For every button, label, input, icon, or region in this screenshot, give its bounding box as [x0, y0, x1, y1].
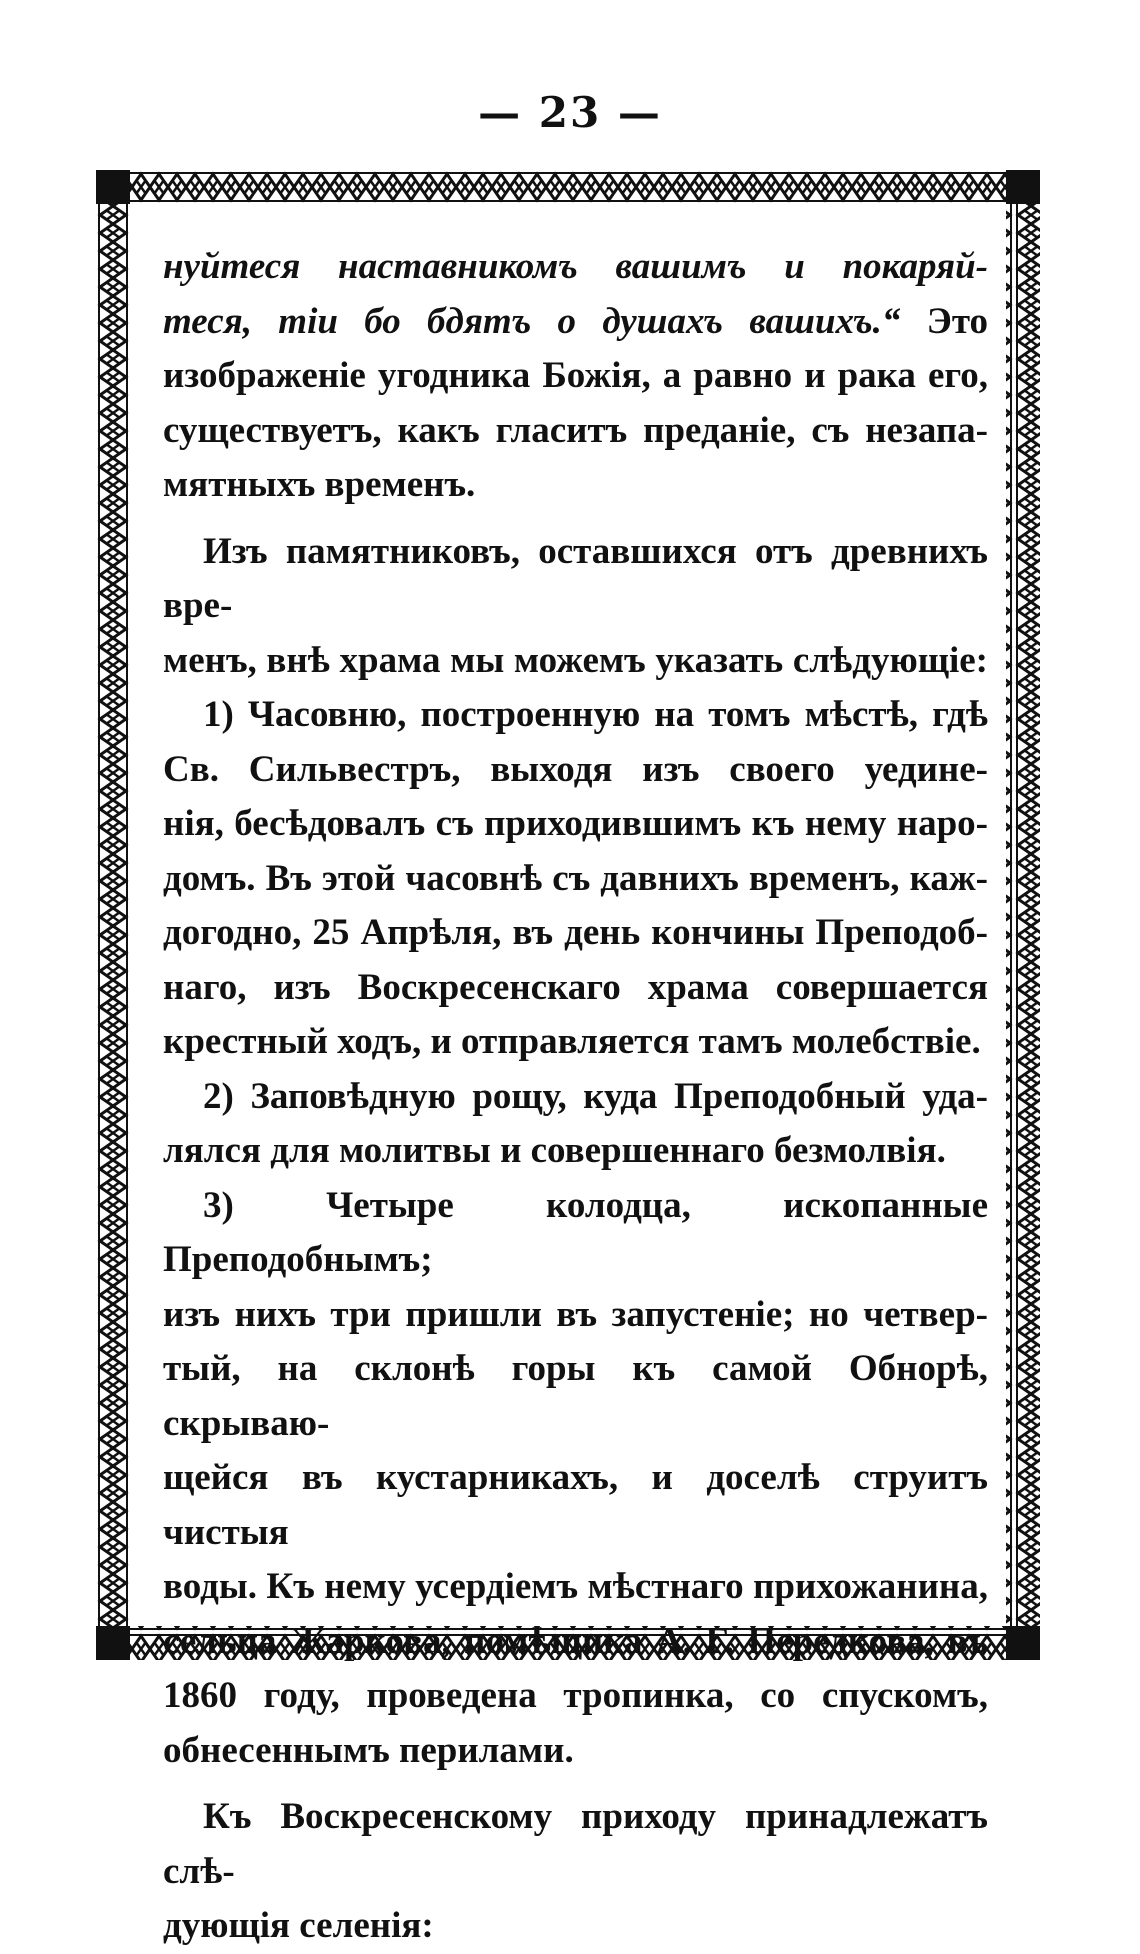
text-line: мятныхъ временъ.: [163, 464, 476, 505]
text-line: сельца Жаркова, помѣщика А. Г. Передкова, въ: [163, 1620, 988, 1662]
body-text: [163, 240, 988, 1954]
text-line: теся, тіи бо бдятъ о душахъ вашихъ.“ Это: [163, 300, 988, 342]
text-line: 1) Часовню, построенную на томъ мѣстѣ, гдѣ: [203, 694, 988, 735]
text-line: 2) Заповѣдную рощу, куда Преподобный уда-: [203, 1075, 988, 1117]
text-line: дующія селенія:: [163, 1905, 434, 1946]
text-line: воды. Къ нему усердіемъ мѣстнаго прихожанина,: [163, 1566, 988, 1607]
text-line: существуетъ, какъ гласитъ преданіе, съ незапа-: [163, 409, 988, 451]
text-line: Изъ памятниковъ, оставшихся отъ древнихъ вре-: [163, 530, 988, 626]
text-line: менъ, внѣ храма мы можемъ указать слѣдующіе:: [163, 639, 988, 681]
text-line: домъ. Въ этой часовнѣ съ давнихъ временъ, каж-: [163, 857, 988, 899]
text-line: изъ нихъ три пришли въ запустеніе; но четвер-: [163, 1293, 988, 1335]
text-line: крестный ходъ, и отправляется тамъ молебствіе.: [163, 1021, 981, 1062]
text-line: Къ Воскресенскому приходу принадлежатъ слѣ-: [163, 1796, 988, 1892]
text-line: щейся въ кустарникахъ, и доселѣ струитъ чистыя: [163, 1457, 988, 1553]
text-line: обнесеннымъ перилами.: [163, 1729, 574, 1771]
text-line: 1860 году, проведена тропинка, со спускомъ,: [163, 1675, 988, 1716]
text-line: нуйтеся наставникомъ вашимъ и покаряй-: [163, 246, 988, 287]
text-line: изображеніе угодника Божія, а равно и рака его,: [163, 355, 988, 396]
text-line: наго, изъ Воскресенскаго храма совершается: [163, 966, 988, 1008]
text-line: 3) Четыре колодца, ископанные Преподобнымъ;: [163, 1184, 988, 1280]
text-line: лялся для молитвы и совершеннаго безмолвія.: [163, 1130, 946, 1171]
text-line: догодно, 25 Апрѣля, въ день кончины Преподоб-: [163, 912, 988, 953]
text-line: тый, на склонѣ горы къ самой Обнорѣ, скрываю-: [163, 1348, 988, 1444]
page-number: — 23 —: [478, 88, 662, 137]
text-line: нія, бесѣдовалъ съ приходившимъ къ нему наро-: [163, 803, 988, 844]
text-line: Св. Сильвестръ, выходя изъ своего уедине-: [163, 748, 988, 790]
